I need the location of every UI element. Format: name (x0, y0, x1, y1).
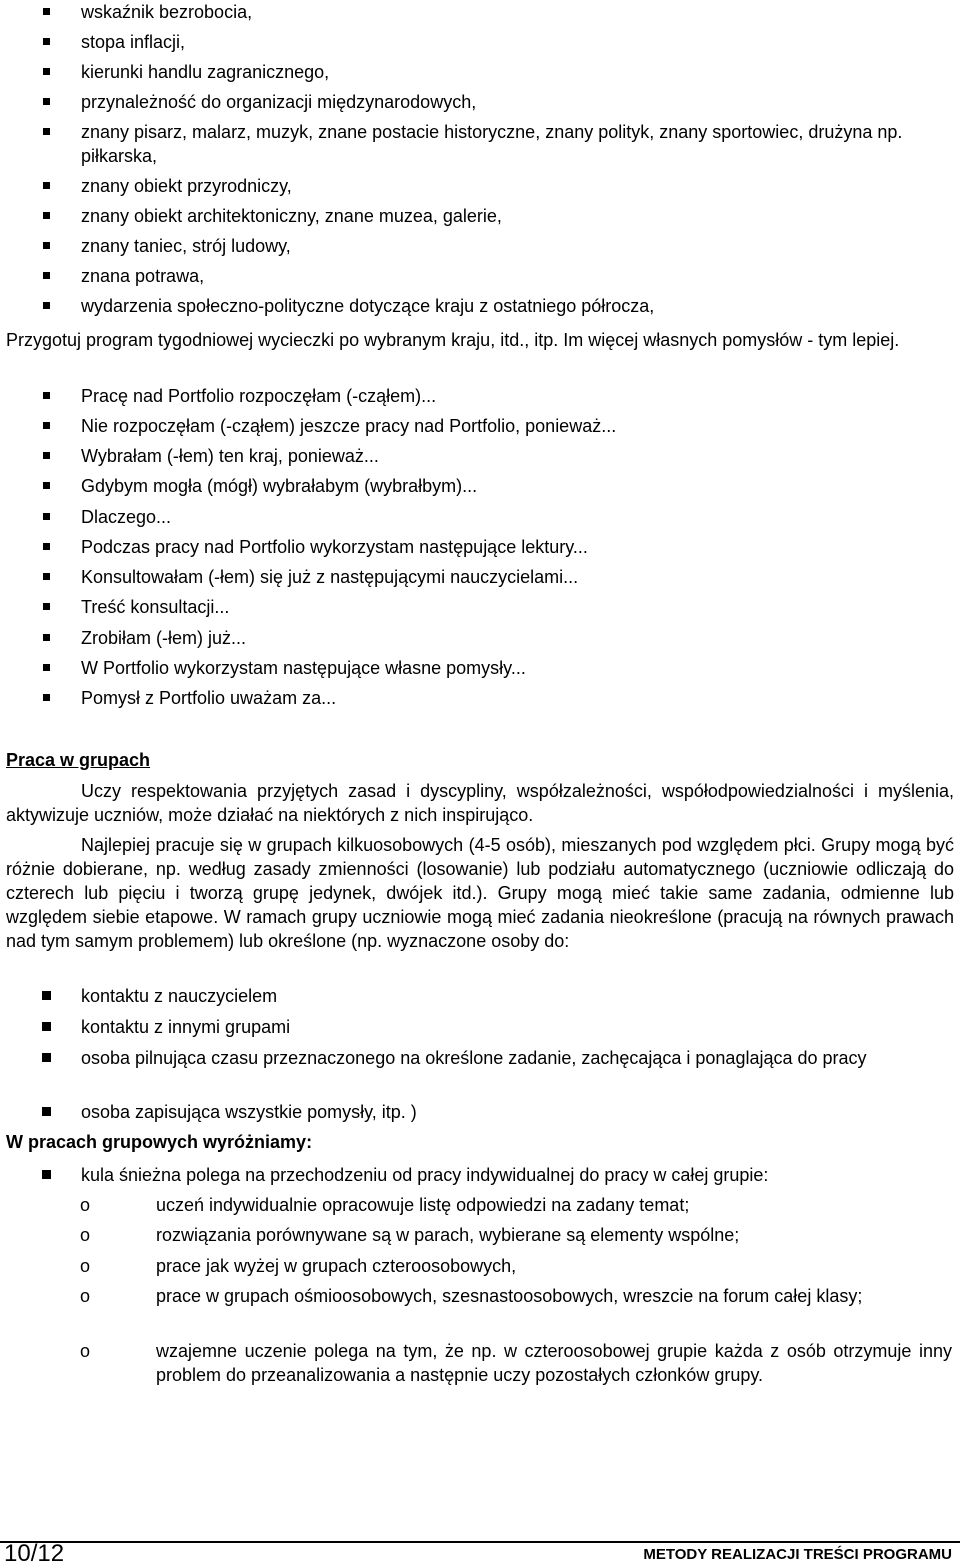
list-item: stopa inflacji, (0, 30, 960, 54)
list-item: kontaktu z innymi grupami (0, 1015, 960, 1039)
list-item: kierunki handlu zagranicznego, (0, 60, 960, 84)
bullet-square-icon (42, 1022, 51, 1031)
bullet-square-icon (43, 98, 50, 105)
bullet-square-icon (42, 1170, 51, 1179)
bullet-square-icon (43, 573, 50, 580)
bullet-square-icon (43, 68, 50, 75)
bullet-square-icon (43, 452, 50, 459)
list-item: W Portfolio wykorzystam następujące własne pomysły... (0, 656, 960, 680)
bullet-square-icon (43, 422, 50, 429)
list-item: Podczas pracy nad Portfolio wykorzystam następujące lektury... (0, 535, 960, 559)
sub-list-item: o rozwiązania porównywane są w parach, wybierane są elementy wspólne; (80, 1225, 740, 1245)
paragraph: Uczy respektowania przyjętych zasad i dyscypliny, współzależności, współodpowiedzialności i myślenia, aktywizuje uczniów, może działać na niektórych z nich inspirująco. (6, 781, 954, 825)
list-item: znany pisarz, malarz, muzyk, znane postacie historyczne, znany polityk, znany sportowiec, drużyna np. piłkarska, (0, 120, 960, 168)
list-item: Zrobiłam (-łem) już... (0, 626, 960, 650)
sub-list-item: o wzajemne uczenie polega na tym, że np. w czteroosobowej grupie każda z osób otrzymuje inny problem do przeanalizowania a następnie uczy pozostałych członków grupy. (80, 1341, 952, 1385)
bullet-square-icon (43, 212, 50, 219)
circle-bullet-icon: o (80, 1341, 91, 1361)
paragraph: Najlepiej pracuje się w grupach kilkuosobowych (4-5 osób), mieszanych pod względem płci. Grupy mogą być różnie dobierane, np. według zasady zmienności (losowanie) lub podziału automatycznego (uczniowie odliczają do czterech lub pięciu i tworzą grupę jedynek, dwójek itd.). Grupy mogą mieć takie same zadania, odmienne lub względem siebie etapowe. W ramach grupy uczniowie mogą mieć zadania nieokreślone (pracują na równych prawach nad tym samym problemem) lub określone (np. wyznaczone osoby do: (6, 835, 954, 951)
bullet-square-icon (43, 128, 50, 135)
list-item: kontaktu z nauczycielem (0, 984, 960, 1008)
list-item: znany obiekt przyrodniczy, (0, 174, 960, 198)
footer-divider (0, 1541, 960, 1543)
footer-title: METODY REALIZACJI TREŚCI PROGRAMU (643, 1546, 952, 1563)
list-item: Wybrałam (-łem) ten kraj, ponieważ... (0, 444, 960, 468)
circle-bullet-icon: o (80, 1256, 91, 1276)
list-item: wskaźnik bezrobocia, (0, 0, 960, 24)
list-item: kula śnieżna polega na przechodzeniu od pracy indywidualnej do pracy w całej grupie: (0, 1163, 960, 1187)
bullet-square-icon (43, 482, 50, 489)
list-item: Dlaczego... (0, 505, 960, 529)
bullet-square-icon (43, 272, 50, 279)
list-item: znany taniec, strój ludowy, (0, 234, 960, 258)
bullet-square-icon (42, 1053, 51, 1062)
list-item: znana potrawa, (0, 264, 960, 288)
bullet-square-icon (43, 513, 50, 520)
list-item: znany obiekt architektoniczny, znane muzea, galerie, (0, 204, 960, 228)
section-heading: Praca w grupach (6, 750, 151, 770)
circle-bullet-icon: o (80, 1286, 91, 1306)
bullet-square-icon (43, 392, 50, 399)
bullet-square-icon (43, 182, 50, 189)
list-item: osoba pilnująca czasu przeznaczonego na określone zadanie, zachęcająca i ponaglająca do pracy (0, 1046, 960, 1070)
list-item: Gdybym mogła (mógł) wybrałabym (wybrałbym)... (0, 474, 960, 498)
bullet-square-icon (43, 694, 50, 701)
list-item: Pomysł z Portfolio uważam za... (0, 686, 960, 710)
bullet-square-icon (43, 302, 50, 309)
bullet-square-icon (42, 1107, 51, 1116)
circle-bullet-icon: o (80, 1195, 91, 1215)
circle-bullet-icon: o (80, 1225, 91, 1245)
list-item: Pracę nad Portfolio rozpoczęłam (-cząłem)... (0, 384, 960, 408)
list-item: Nie rozpoczęłam (-cząłem) jeszcze pracy nad Portfolio, ponieważ... (0, 414, 960, 438)
subheading: W pracach grupowych wyróżniamy: (6, 1132, 313, 1152)
bullet-square-icon (43, 634, 50, 641)
bullet-square-icon (43, 242, 50, 249)
bullet-square-icon (43, 603, 50, 610)
list-item: wydarzenia społeczno-polityczne dotyczące kraju z ostatniego półrocza, (0, 294, 960, 318)
task-paragraph: Przygotuj program tygodniowej wycieczki po wybranym kraju, itd., itp. Im więcej własnych pomysłów - tym lepiej. (6, 330, 900, 350)
bullet-square-icon (43, 664, 50, 671)
list-item: osoba zapisująca wszystkie pomysły, itp. ) (0, 1100, 960, 1124)
list-item: Treść konsultacji... (0, 595, 960, 619)
sub-list-item: o prace jak wyżej w grupach czteroosobowych, (80, 1256, 517, 1276)
bullet-square-icon (42, 991, 51, 1000)
bullet-square-icon (43, 8, 50, 15)
list-item: przynależność do organizacji międzynarodowych, (0, 90, 960, 114)
sub-list-item: o uczeń indywidualnie opracowuje listę odpowiedzi na zadany temat; (80, 1195, 690, 1215)
bullet-square-icon (43, 543, 50, 550)
sub-list-item: o prace w grupach ośmioosobowych, szesnastoosobowych, wreszcie na forum całej klasy; (80, 1286, 863, 1306)
page-number: 10/12 (4, 1540, 65, 1567)
bullet-square-icon (43, 38, 50, 45)
list-item: Konsultowałam (-łem) się już z następującymi nauczycielami... (0, 565, 960, 589)
